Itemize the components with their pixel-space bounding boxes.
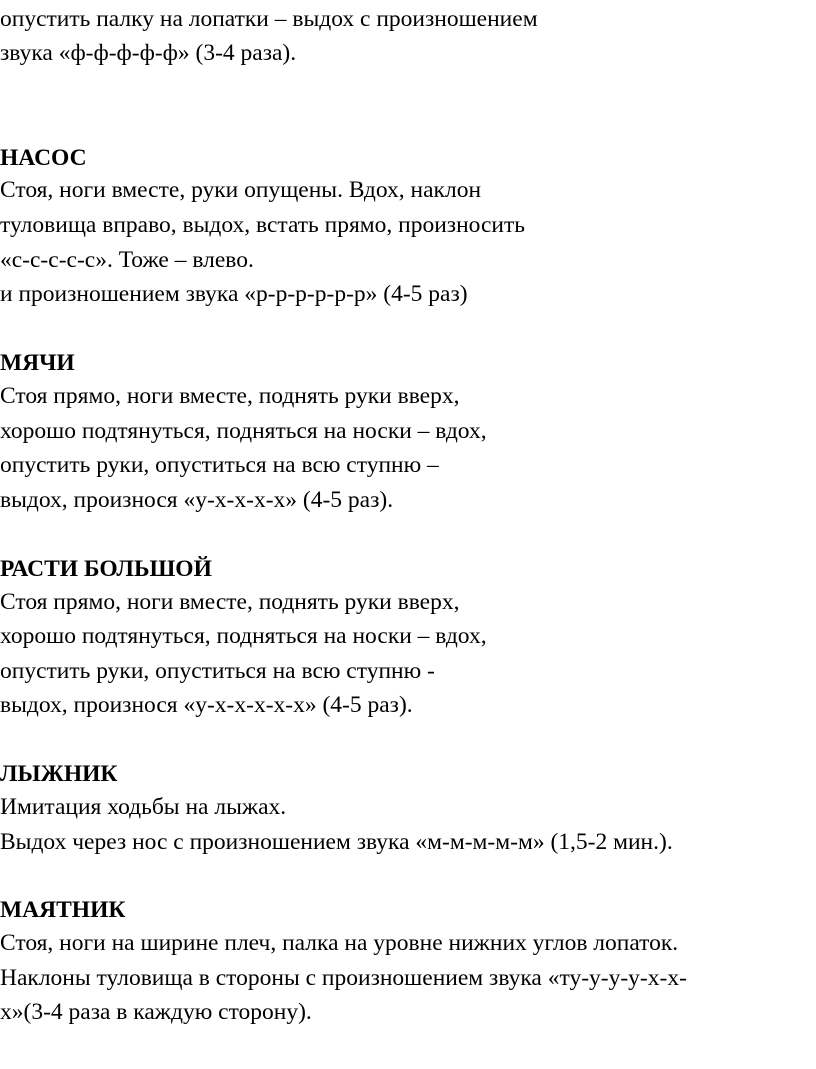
- section-mayatnik-line-1: Стоя, ноги на ширине плеч, палка на уровне нижних углов лопаток.: [0, 930, 679, 956]
- section-title-mayatnik: МАЯТНИК: [0, 897, 126, 923]
- intro-line-1: опустить палку на лопатки – выдох с произношением: [0, 6, 538, 32]
- section-lyzhnik-line-2: Выдох через нос с произношением звука «м-м-м-м-м» (1,5-2 мин.).: [0, 829, 673, 855]
- section-nasos-line-2: туловища вправо, выдох, встать прямо, произносить: [0, 212, 525, 238]
- section-title-lyzhnik: ЛЫЖНИК: [0, 761, 118, 787]
- section-rasti-line-3: опустить руки, опуститься на всю ступню -: [0, 658, 435, 684]
- section-rasti-line-2: хорошо подтянуться, подняться на носки – вдох,: [0, 623, 487, 649]
- section-title-rasti-bolshoy: РАСТИ БОЛЬШОЙ: [0, 556, 212, 582]
- section-mayatnik-line-3: х»(3-4 раза в каждую сторону).: [0, 999, 312, 1025]
- section-myachi-line-3: опустить руки, опуститься на всю ступню –: [0, 452, 439, 478]
- section-myachi-line-2: хорошо подтянуться, подняться на носки – вдох,: [0, 418, 487, 444]
- section-lyzhnik-line-1: Имитация ходьбы на лыжах.: [0, 794, 287, 820]
- section-myachi-line-1: Стоя прямо, ноги вместе, поднять руки вверх,: [0, 383, 460, 409]
- section-nasos-line-4: и произношением звука «р-р-р-р-р-р» (4-5 раз): [0, 281, 468, 307]
- section-rasti-line-1: Стоя прямо, ноги вместе, поднять руки вверх,: [0, 589, 460, 615]
- section-myachi-line-4: выдох, произнося «у-х-х-х-х» (4-5 раз).: [0, 487, 394, 513]
- section-nasos-line-1: Стоя, ноги вместе, руки опущены. Вдох, наклон: [0, 177, 482, 203]
- section-title-myachi: МЯЧИ: [0, 350, 75, 376]
- section-rasti-line-4: выдох, произнося «у-х-х-х-х-х» (4-5 раз).: [0, 692, 413, 718]
- section-nasos-line-3: «с-с-с-с-с». Тоже – влево.: [0, 247, 254, 273]
- section-title-nasos: НАСОС: [0, 145, 87, 171]
- intro-line-2: звука «ф-ф-ф-ф-ф» (3-4 раза).: [0, 40, 297, 66]
- section-mayatnik-line-2: Наклоны туловища в стороны с произношением звука «ту-у-у-у-х-х-: [0, 965, 687, 991]
